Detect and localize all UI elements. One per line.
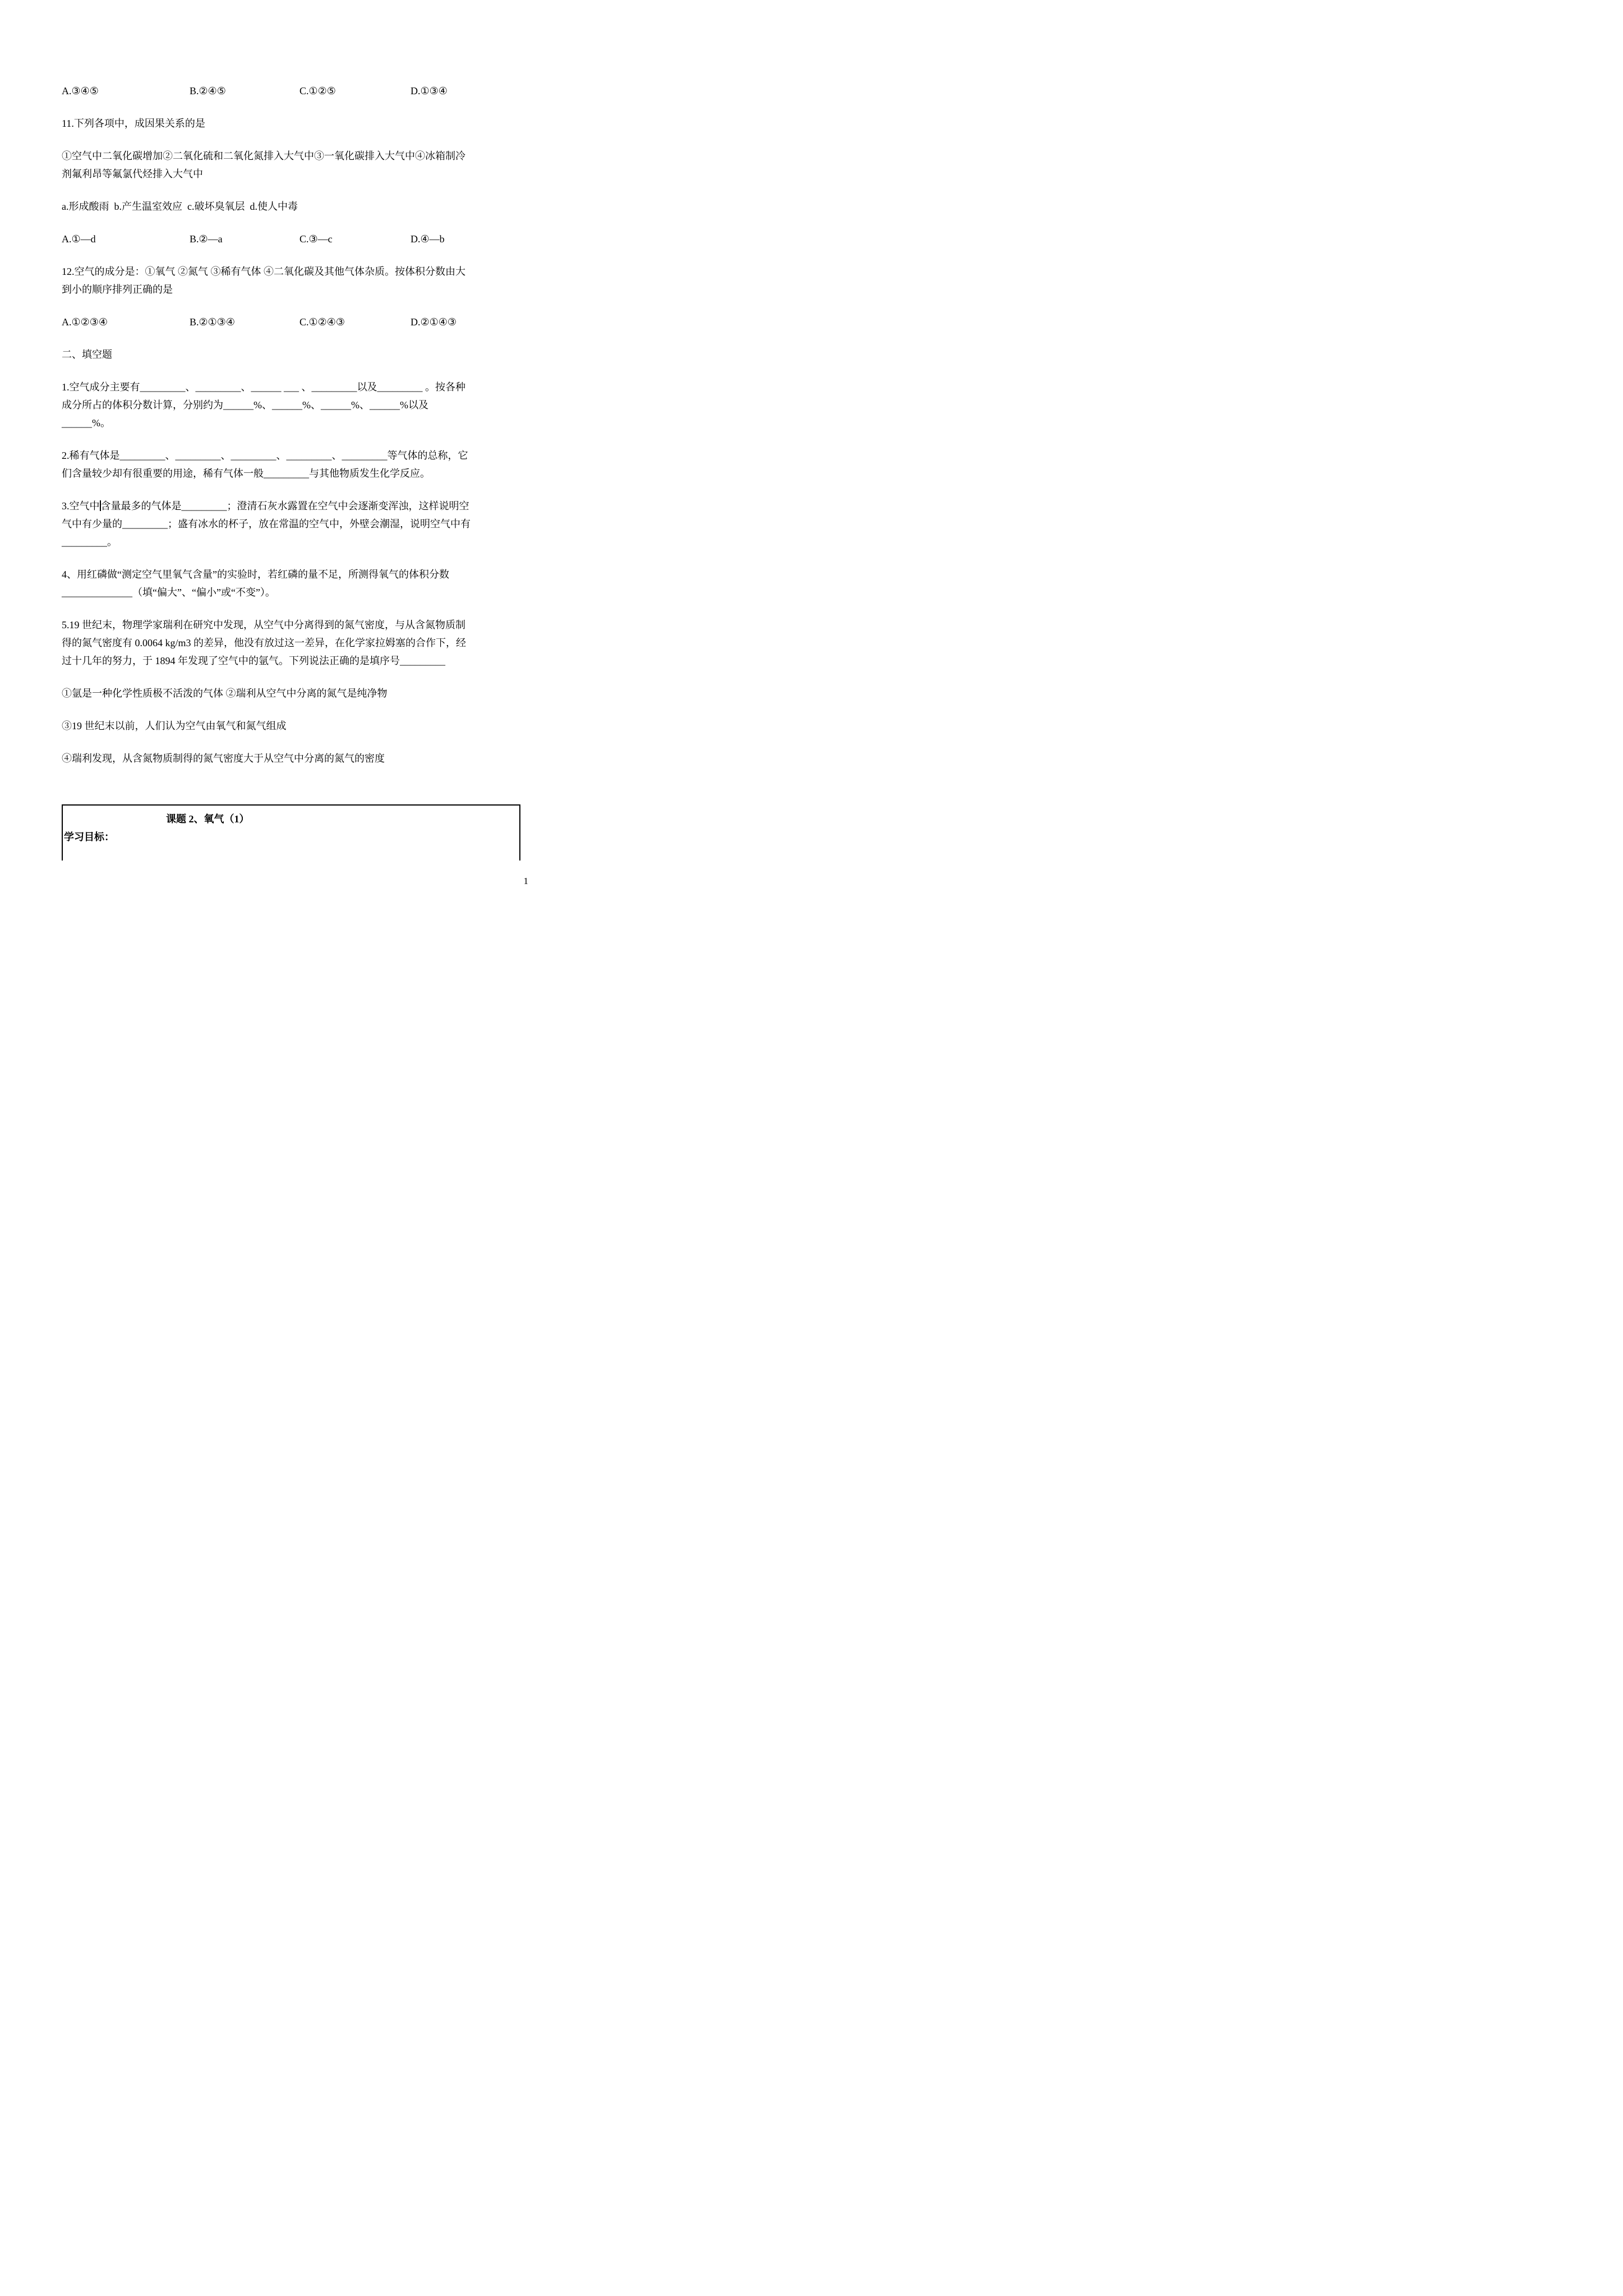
fill-3-text-after-cursor: 含量最多的气体是_________；澄清石灰水露置在空气中会逐渐变浑浊，这样说明空 <box>100 500 469 512</box>
section-2-heading <box>62 346 528 364</box>
fill-3-line-2: 气中有少量的_________；盛有冰水的杯子，放在常温的空气中，外壁会潮湿，说明空气中有 <box>62 518 471 530</box>
option-d: D.①③④ <box>411 85 448 96</box>
question-12-stem-line-2: 到小的顺序排列正确的是 <box>62 284 173 295</box>
next-section-subtitle: 学习目标： <box>64 831 114 843</box>
question-11-body-line-1: ①空气中二氧化碳增加②二氧化硫和二氧化氮排入大气中③一氧化碳排入大气中④冰箱制冷 <box>62 150 465 162</box>
fill-5-choice-1-2: ①氩是一种化学性质极不活泼的气体 ②瑞利从空气中分离的氮气是纯净物 <box>62 688 388 699</box>
document-content <box>62 82 528 861</box>
fill-question-3 <box>62 497 528 551</box>
document-page <box>0 0 649 918</box>
question-10-options-row <box>62 82 528 100</box>
fill-5-line-2: 得的氮气密度有 0.0064 kg/m3 的差异，他没有放过这一差异，在化学家拉姆塞的合作下，经 <box>62 637 466 648</box>
fill-question-5 <box>62 616 528 670</box>
fill-2-line-1: 2.稀有气体是_________、_________、_________、_________、_________等气体的总称，它 <box>62 450 468 461</box>
option-d: D.④—b <box>411 233 445 245</box>
next-section-title: 课题 2、氧气（1） <box>166 813 250 825</box>
option-a: A.①②③④ <box>62 316 108 328</box>
fill-3-line-3: _________。 <box>62 536 117 547</box>
option-b: B.②—a <box>190 233 223 245</box>
fill-5-line-1: 5.19 世纪末，物理学家瑞利在研究中发现，从空气中分离得到的氮气密度，与从含氮物质制 <box>62 619 465 631</box>
question-12-options-row <box>62 313 528 331</box>
section-2-title: 二、填空题 <box>62 349 112 360</box>
fill-3-line-1 <box>62 497 528 515</box>
fill-1-line-3: ______%。 <box>62 417 110 429</box>
option-b: B.②④⑤ <box>190 85 226 96</box>
next-section-table <box>62 804 520 861</box>
fill-1-line-1: 1.空气成分主要有_________、_________、______ ___ 、_________以及_________ 。按各种 <box>62 381 465 393</box>
question-11-options-row <box>62 230 528 248</box>
option-d: D.②①④③ <box>411 316 457 328</box>
fill-4-line-2: ______________（填“偏大”、“偏小”或“不变”）。 <box>62 587 275 598</box>
question-11-stem: 11.下列各项中，成因果关系的是 <box>62 118 205 129</box>
page-number: 1 <box>523 876 528 886</box>
option-c: C.①②⑤ <box>299 85 336 96</box>
question-11-effects <box>62 197 528 215</box>
option-c: C.③—c <box>299 233 333 245</box>
question-11-body-line-2: 剂氟利昂等氟氯代烃排入大气中 <box>62 168 203 180</box>
fill-5-choice-3: ③19 世纪末以前，人们认为空气由氧气和氮气组成 <box>62 720 287 731</box>
fill-question-2 <box>62 447 528 482</box>
fill-question-4 <box>62 565 528 601</box>
option-a: A.①—d <box>62 233 96 245</box>
question-12-stem-line-1: 12.空气的成分是：①氧气 ②氮气 ③稀有气体 ④二氧化碳及其他气体杂质。按体积分数由大 <box>62 266 465 277</box>
question-11 <box>62 114 528 132</box>
fill-5-choice-4: ④瑞利发现，从含氮物质制得的氮气密度大于从空气中分离的氮气的密度 <box>62 753 385 764</box>
question-11-effects-line: a.形成酸雨 b.产生温室效应 c.破坏臭氧层 d.使人中毒 <box>62 201 298 212</box>
question-12 <box>62 263 528 298</box>
option-c: C.①②④③ <box>299 316 345 328</box>
fill-question-1 <box>62 378 528 432</box>
question-11-body <box>62 147 528 183</box>
option-b: B.②①③④ <box>190 316 236 328</box>
fill-4-line-1: 4、用红磷做“测定空气里氧气含量”的实验时，若红磷的量不足，所测得氧气的体积分数 <box>62 569 449 580</box>
fill-3-text-before-cursor: 3.空气中 <box>62 500 100 512</box>
fill-5-line-3: 过十几年的努力，于 1894 年发现了空气中的氩气。下列说法正确的是填序号_________ <box>62 655 445 666</box>
fill-2-line-2: 们含量较少却有很重要的用途，稀有气体一般_________与其他物质发生化学反应。 <box>62 468 430 479</box>
option-a: A.③④⑤ <box>62 85 99 96</box>
fill-1-line-2: 成分所占的体积分数计算，分别约为______%、______%、______%、______%以及 <box>62 399 428 411</box>
